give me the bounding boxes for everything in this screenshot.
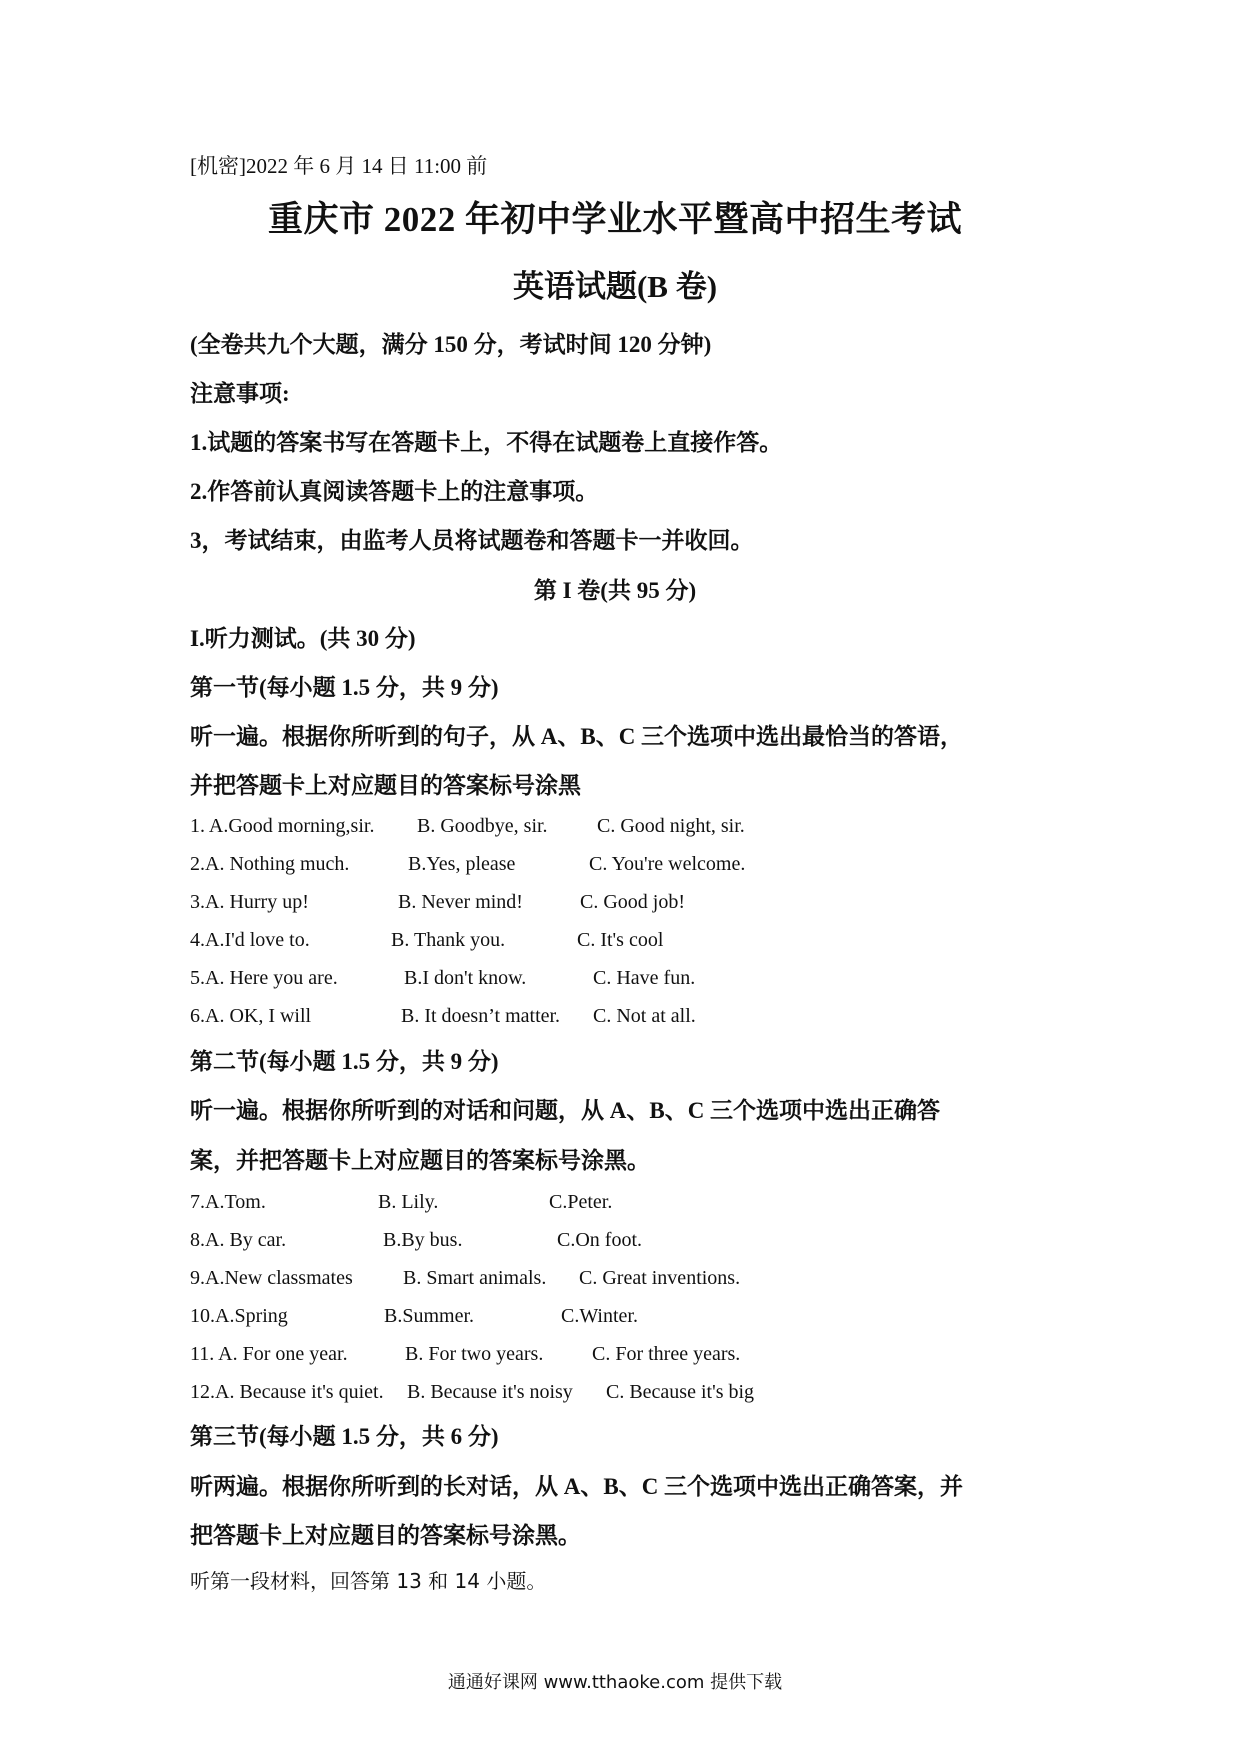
option-c: C.Peter. [549, 1191, 613, 1213]
option-b: B. Goodbye, sir. [417, 815, 548, 837]
notice-item: 2.作答前认真阅读答题卡上的注意事项。 [190, 479, 599, 504]
option-c: C. Have fun. [593, 967, 696, 989]
option-a: 3.A. Hurry up! [190, 891, 309, 913]
option-a: 4.A.I'd love to. [190, 929, 310, 951]
notice-item: 1.试题的答案书写在答题卡上，不得在试题卷上直接作答。 [190, 430, 783, 455]
option-c: C. Great inventions. [579, 1267, 741, 1289]
option-a: 7.A.Tom. [190, 1191, 266, 1213]
exam-subtitle: 英语试题(B 卷) [512, 269, 718, 304]
option-b: B. For two years. [405, 1343, 544, 1365]
instruction-text: 把答题卡上对应题目的答案标号涂黑。 [190, 1523, 581, 1548]
confidential-note: [机密]2022 年 6 月 14 日 11:00 前 [190, 154, 488, 178]
option-b: B. Smart animals. [403, 1267, 547, 1289]
option-a: 1. A.Good morning,sir. [190, 815, 375, 837]
section-heading: I.听力测试。(共 30 分) [190, 626, 416, 651]
notice-item: 3，考试结束，由监考人员将试题卷和答题卡一并收回。 [190, 528, 754, 553]
option-b: B. Lily. [378, 1191, 439, 1213]
option-c: C. It's cool [577, 929, 664, 951]
option-c: C.Winter. [561, 1305, 638, 1327]
option-b: B.I don't know. [404, 967, 527, 989]
listening-lead: 听第一段材料，回答第 13 和 14 小题。 [190, 1569, 547, 1593]
notice-heading: 注意事项: [190, 381, 290, 406]
option-b: B. Thank you. [391, 929, 506, 951]
option-c: C. Good night, sir. [597, 815, 745, 837]
option-b: B.Yes, please [408, 853, 516, 875]
page-footer: 通通好课网 www.tthaoke.com 提供下载 [447, 1672, 783, 1693]
option-a: 6.A. OK, I will [190, 1005, 312, 1027]
instruction-text: 听两遍。根据你所听到的长对话，从 A、B、C 三个选项中选出正确答案，并 [190, 1474, 964, 1499]
option-c: C. Not at all. [593, 1005, 696, 1027]
option-b: B.By bus. [383, 1229, 463, 1251]
option-a: 2.A. Nothing much. [190, 853, 350, 875]
option-c: C. Because it's big [606, 1381, 755, 1403]
option-a: 9.A.New classmates [190, 1267, 353, 1289]
subsection-heading: 第二节(每小题 1.5 分，共 9 分) [190, 1049, 499, 1074]
instruction-text: 案，并把答题卡上对应题目的答案标号涂黑。 [190, 1148, 650, 1173]
option-a: 5.A. Here you are. [190, 967, 338, 989]
instruction-text: 并把答题卡上对应题目的答案标号涂黑 [190, 773, 581, 798]
part-title: 第 I 卷(共 95 分) [533, 578, 697, 603]
option-b: B. Because it's noisy [407, 1381, 573, 1403]
instruction-text: 听一遍。根据你所听到的句子，从 A、B、C 三个选项中选出最恰当的答语， [190, 724, 964, 749]
subsection-heading: 第一节(每小题 1.5 分，共 9 分) [190, 675, 499, 700]
option-b: B. Never mind! [398, 891, 523, 913]
option-c: C. For three years. [592, 1343, 741, 1365]
subsection-heading: 第三节(每小题 1.5 分，共 6 分) [190, 1424, 499, 1449]
option-c: C.On foot. [557, 1229, 642, 1251]
option-a: 11. A. For one year. [190, 1343, 348, 1365]
option-c: C. Good job! [580, 891, 685, 913]
exam-scope: (全卷共九个大题，满分 150 分，考试时间 120 分钟) [190, 332, 712, 357]
option-a: 10.A.Spring [190, 1305, 288, 1327]
instruction-text: 听一遍。根据你所听到的对话和问题，从 A、B、C 三个选项中选出正确答 [190, 1098, 941, 1123]
option-b: B.Summer. [384, 1305, 475, 1327]
option-c: C. You're welcome. [589, 853, 746, 875]
exam-title: 重庆市 2022 年初中学业水平暨高中招生考试 [267, 200, 962, 239]
option-a: 12.A. Because it's quiet. [190, 1381, 384, 1403]
option-b: B. It doesn’t matter. [401, 1005, 561, 1027]
option-a: 8.A. By car. [190, 1229, 287, 1251]
